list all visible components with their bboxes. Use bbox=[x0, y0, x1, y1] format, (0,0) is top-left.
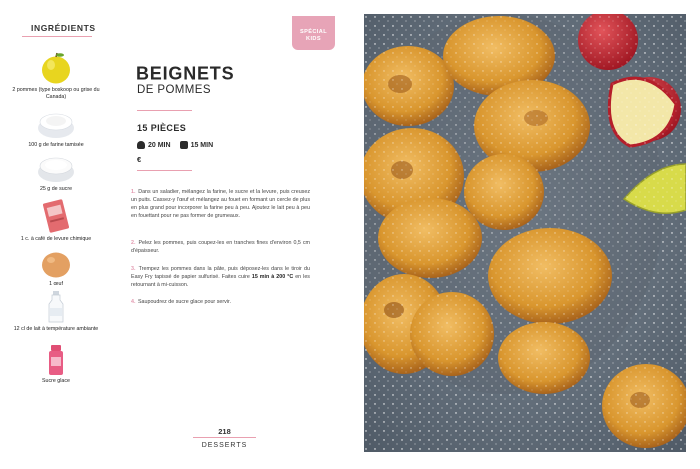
divider bbox=[193, 437, 256, 438]
recipe-step bbox=[131, 298, 310, 306]
ingredient-label: Sucre glace bbox=[42, 378, 70, 384]
flour-bowl-icon bbox=[36, 110, 76, 140]
step-text: Trempez les pommes dans la pâte, puis déposez-les dans le tiroir du Easy Fry tapissé de papier sulfurisé. Faites cuire bbox=[131, 266, 311, 280]
tab-line: SPÉCIAL bbox=[299, 29, 328, 35]
sugar-bowl-icon bbox=[36, 154, 76, 184]
section-name: DESSERTS bbox=[201, 442, 248, 449]
recipe-cost: € bbox=[137, 155, 142, 164]
page-number: 218 bbox=[218, 427, 231, 436]
prep-time: 20 MIN bbox=[148, 141, 171, 149]
step-text: Saupoudrez de sucre glace pour servir. bbox=[137, 299, 231, 305]
ingredient-label: 1 œuf bbox=[49, 281, 63, 287]
tab-line: KIDS bbox=[306, 36, 321, 42]
step-text-bold: 15 min à 200 °C bbox=[251, 274, 294, 280]
cook-time: 15 MIN bbox=[190, 141, 214, 149]
special-kids-tab bbox=[292, 16, 335, 50]
ingredient-label: 2 pommes (type boskoop ou grise du Canada) bbox=[12, 87, 100, 100]
apple-fritters-photo bbox=[364, 14, 686, 452]
egg-icon bbox=[40, 251, 72, 279]
divider bbox=[137, 110, 192, 111]
ingredient-sugar bbox=[6, 154, 106, 193]
ingredient-milk bbox=[6, 290, 106, 333]
divider bbox=[22, 36, 92, 37]
recipe-step bbox=[131, 265, 310, 289]
milk-bottle-icon bbox=[46, 290, 66, 324]
recipe-subtitle: DE POMMES bbox=[137, 84, 211, 96]
recipe-step bbox=[131, 239, 310, 255]
ingredients-heading: INGRÉDIENTS bbox=[31, 23, 96, 33]
step-number: 3. bbox=[131, 266, 136, 272]
ingredient-label: 100 g de farine tamisée bbox=[28, 142, 84, 148]
ingredient-apple bbox=[6, 51, 106, 100]
step-number: 2. bbox=[131, 240, 136, 246]
step-text: Pelez les pommes, puis coupez-les en tranches fines d'environ 0,5 cm d'épaisseur. bbox=[131, 240, 310, 254]
apple-icon bbox=[39, 51, 73, 85]
step-text: en les retournant à mi-cuisson. bbox=[131, 274, 310, 288]
divider bbox=[137, 170, 192, 171]
ingredient-egg bbox=[6, 251, 106, 288]
prep-time-icon bbox=[137, 141, 145, 149]
ingredient-label: 25 g de sucre bbox=[39, 186, 73, 192]
cook-time-icon bbox=[180, 141, 188, 149]
recipe-times bbox=[137, 141, 213, 149]
recipe-step bbox=[131, 188, 310, 220]
ingredient-label: 1 c. à café de levure chimique bbox=[20, 236, 92, 242]
ingredient-icing-sugar bbox=[6, 344, 106, 385]
ingredient-flour bbox=[6, 110, 106, 149]
yeast-packet-icon bbox=[40, 198, 72, 234]
recipe-yield: 15 PIÈCES bbox=[137, 123, 187, 133]
ingredient-yeast bbox=[6, 198, 106, 243]
icing-sugar-shaker-icon bbox=[46, 344, 66, 376]
step-number: 1. bbox=[131, 189, 136, 195]
step-number: 4. bbox=[131, 299, 136, 305]
recipe-title: BEIGNETS bbox=[136, 62, 235, 84]
ingredient-label: 12 cl de lait à température ambiante bbox=[13, 326, 99, 332]
step-text: Dans un saladier, mélangez la farine, le sucre et la levure, puis creusez un puits. Cassez-y l'œuf et mélangez au fouet en formant un cercle de plus en plus grand pour incorporer la farine peu à peu. Ajoutez le lait peu à peu en fouettant pour ne pas former de grumeaux. bbox=[131, 189, 310, 219]
